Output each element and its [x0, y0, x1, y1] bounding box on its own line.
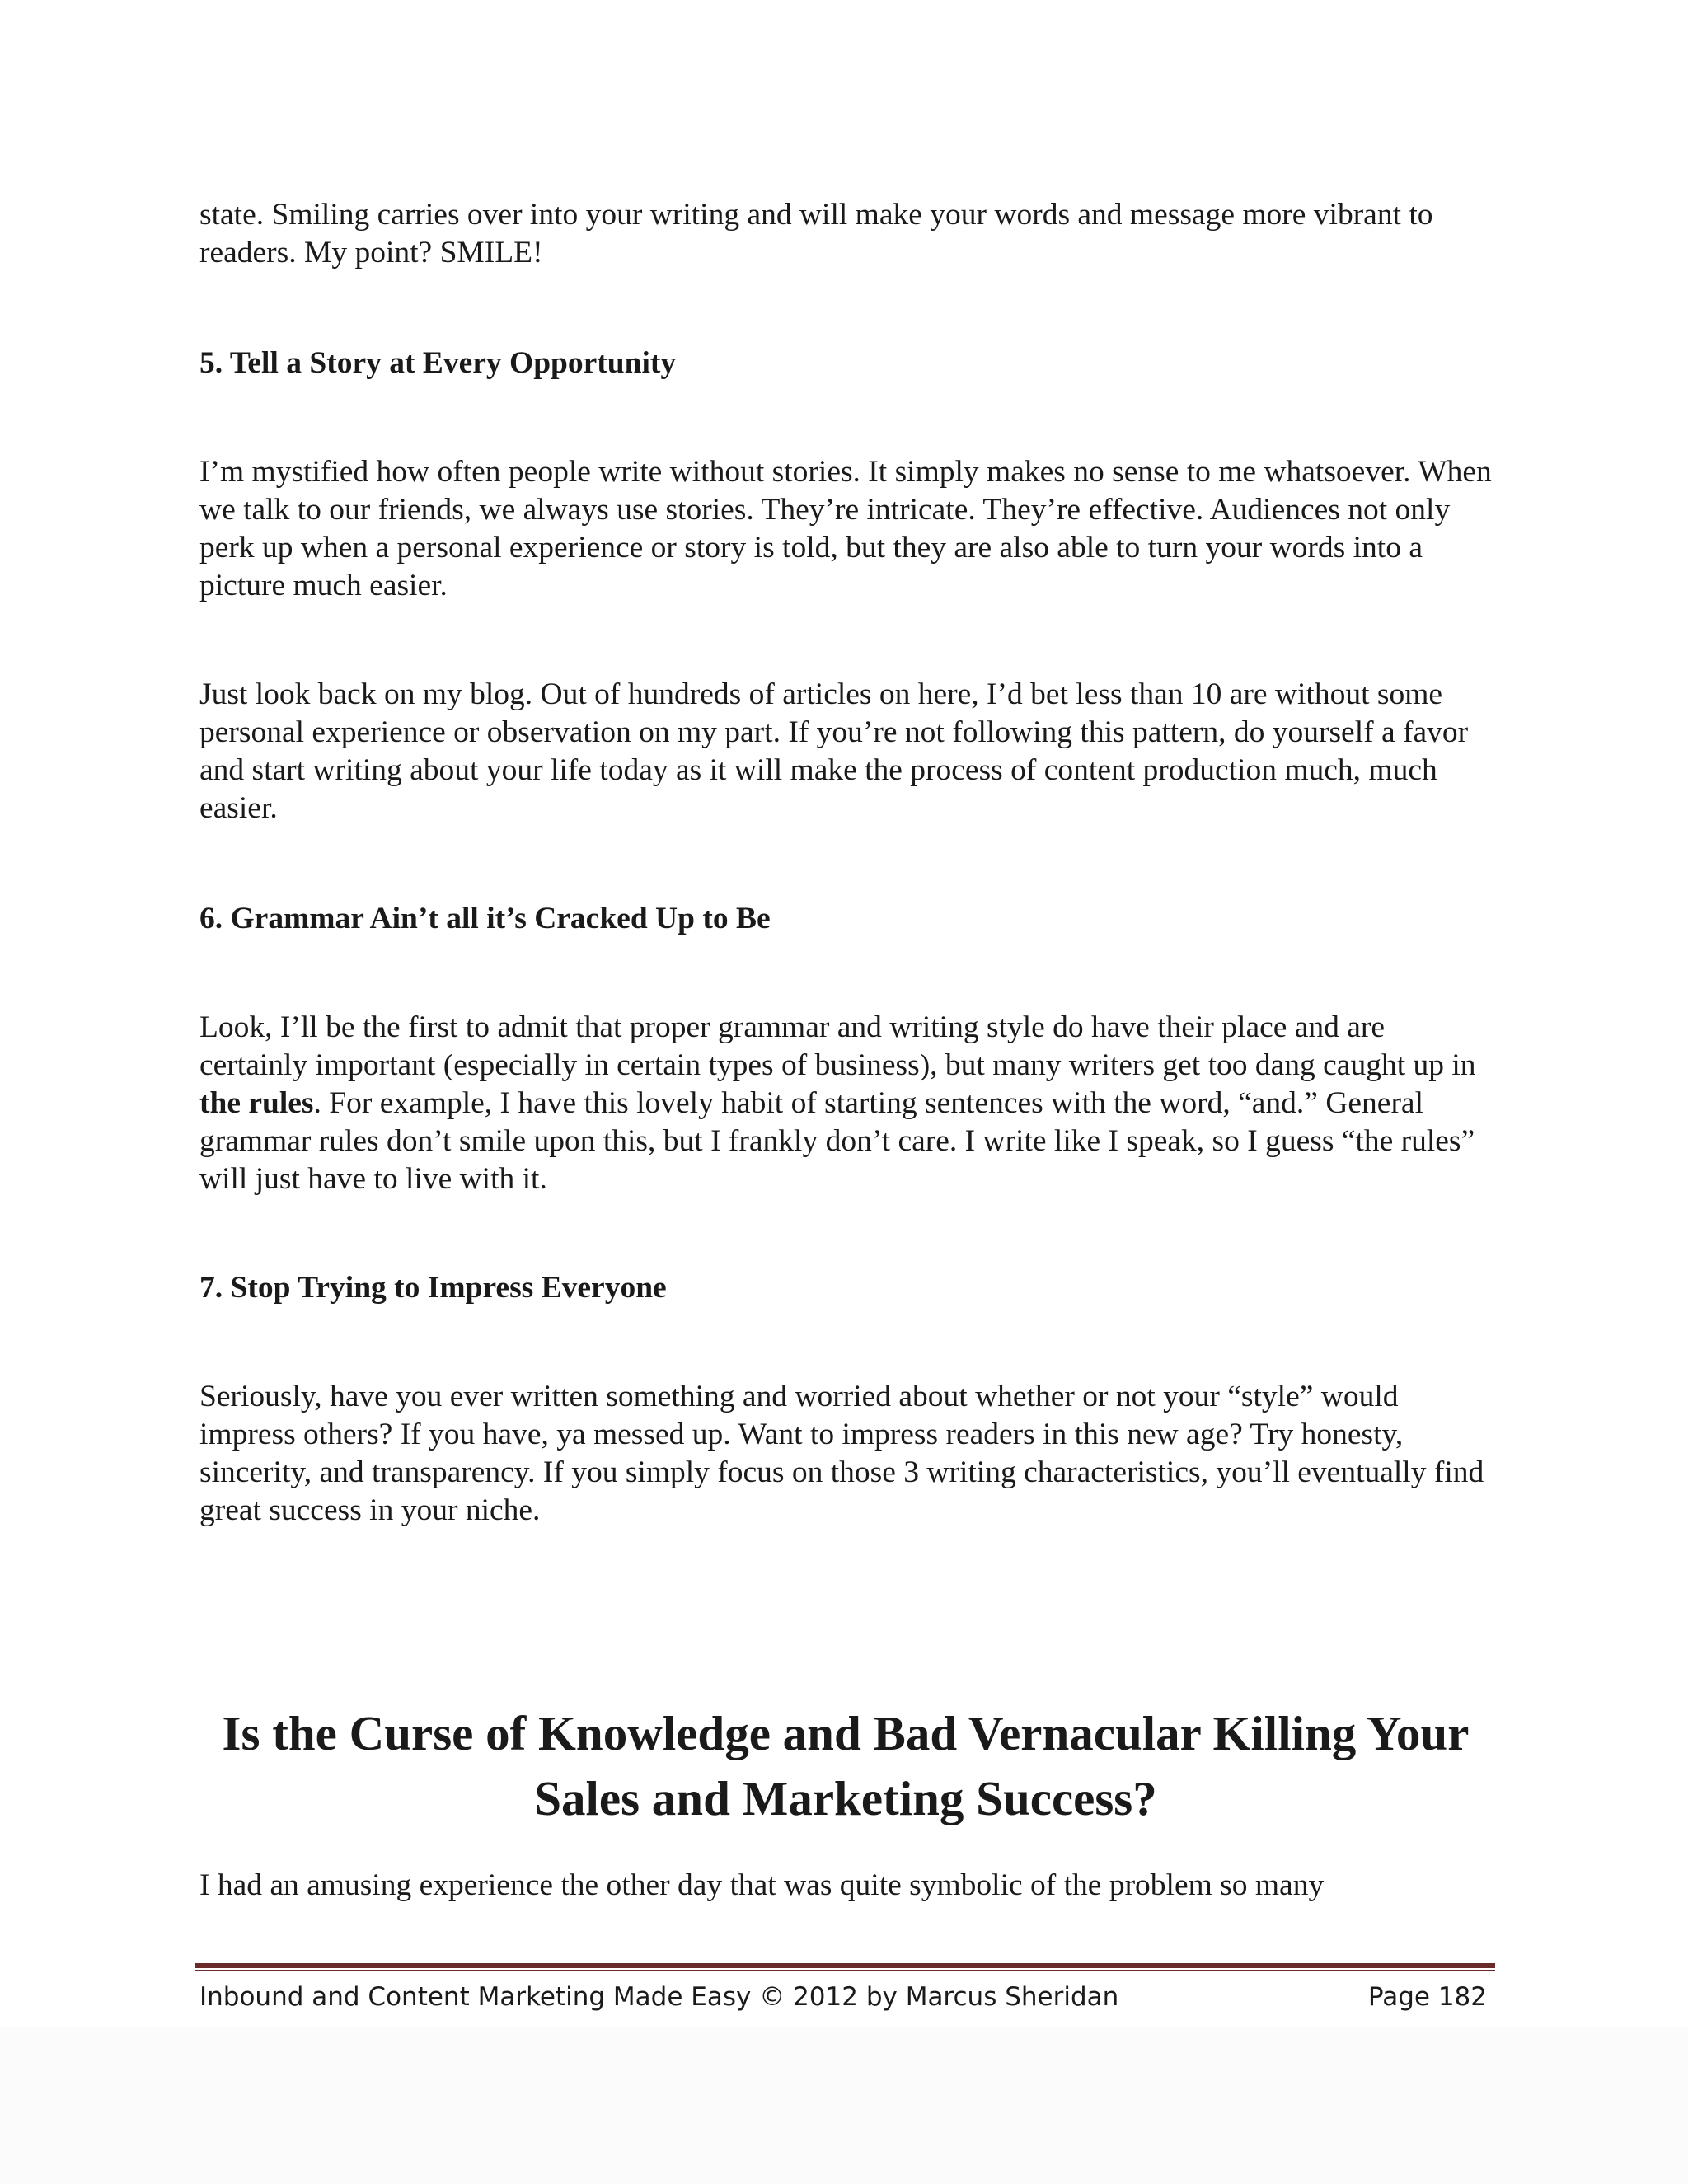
heading-grammar: 6. Grammar Ain’t all it’s Cracked Up to Be	[199, 902, 771, 935]
chapter-title	[199, 1701, 1492, 1831]
paragraph-stories: I’m mystified how often people write without stories. It simply makes no sense to me whatsoever. When we talk to our friends, we always use stories. They’re intricate. They’re effective. Audiences not only perk up when a personal experience or story is told, but they are also able to turn your words into a picture much easier.	[199, 455, 1492, 602]
paragraph-impress: Seriously, have you ever written something and worried about whether or not your “style” would impress others? If you have, ya messed up. Want to impress readers in this new age? Try honesty, sincerity, and transparency. If you simply focus on those 3 writing characteristics, you’ll eventually find great success in your niche.	[199, 1380, 1484, 1527]
paragraph-amusing: I had an amusing experience the other day that was quite symbolic of the problem so many	[199, 1868, 1325, 1902]
paragraph-grammar-bold: the rules	[199, 1086, 314, 1120]
heading-impress: 7. Stop Trying to Impress Everyone	[199, 1271, 667, 1305]
paragraph-grammar-part1: Look, I’ll be the first to admit that proper grammar and writing style do have their place and are certainly important (especially in certain types of business), but many writers get too dang caught up in	[199, 1010, 1476, 1082]
chapter-title-line2: Sales and Marketing Success?	[534, 1771, 1157, 1825]
chapter-title-line1: Is the Curse of Knowledge and Bad Vernacular Killing Your	[222, 1706, 1470, 1760]
page-body	[199, 196, 1492, 1905]
paragraph-smile: state. Smiling carries over into your writing and will make your words and message more vibrant to readers. My point? SMILE!	[199, 198, 1433, 269]
paragraph-blog: Just look back on my blog. Out of hundreds of articles on here, I’d bet less than 10 are without some personal experience or observation on my part. If you’re not following this pattern, do yourself a favor and start writing about your life today as it will make the process of content production much, much easier.	[199, 677, 1469, 825]
heading-tell-a-story: 5. Tell a Story at Every Opportunity	[199, 346, 677, 380]
paragraph-grammar	[199, 1009, 1492, 1198]
footer-rule	[195, 1963, 1495, 1973]
paragraph-grammar-part2: . For example, I have this lovely habit of starting sentences with the word, “and.” General grammar rules don’t smile upon this, but I frankly don’t care. I write like I speak, so I guess “the rules” will just have to live with it.	[199, 1086, 1475, 1196]
footer-page-number: Page 182	[1367, 1982, 1487, 2012]
bottom-margin	[0, 2027, 1688, 2184]
page-footer	[199, 1976, 1487, 2018]
footer-copyright: Inbound and Content Marketing Made Easy © 2012 by Marcus Sheridan	[199, 1982, 1119, 2012]
